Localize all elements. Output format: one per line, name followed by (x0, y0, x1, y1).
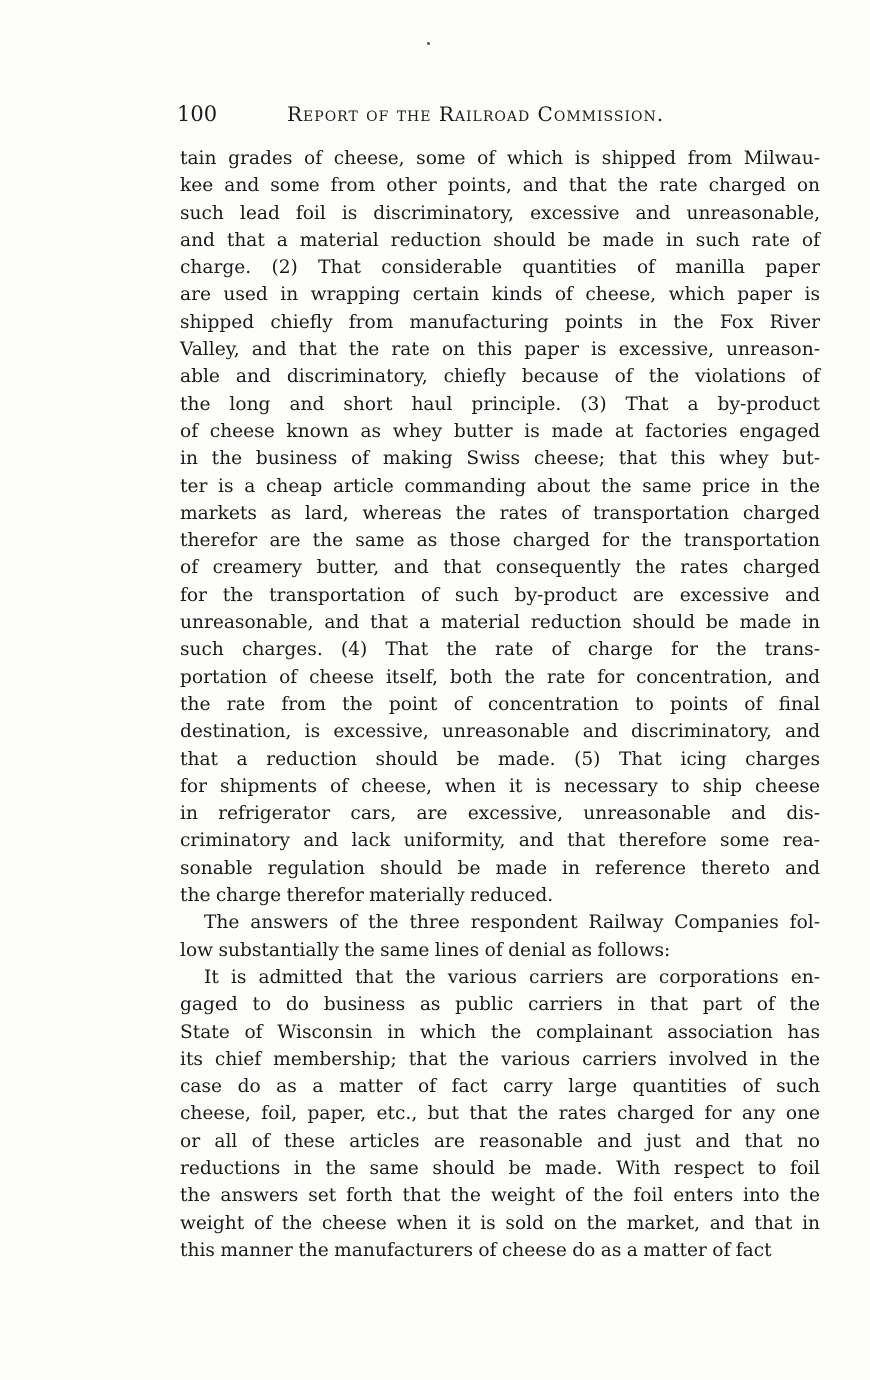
text-line: for shipments of cheese, when it is necessary to ship cheese (180, 775, 820, 797)
text-line: in refrigerator cars, are excessive, unreasonable and dis- (180, 803, 820, 825)
text-line: the charge therefor materially reduced. (180, 885, 554, 907)
paragraph (180, 964, 820, 1264)
text-line: tain grades of cheese, some of which is shipped from Milwau- (180, 148, 820, 169)
text-line: Valley, and that the rate on this paper is excessive, unreason- (180, 339, 820, 361)
page-number: 100 (177, 102, 218, 126)
text-line: sonable regulation should be made in reference thereto and (180, 857, 820, 879)
text-line: of creamery butter, and that consequently the rates charged (180, 557, 820, 579)
text-line: the long and short haul principle. (3) That a by-product (180, 393, 820, 415)
text-line: able and discriminatory, chiefly because of the violations of (180, 366, 820, 388)
text-line: ter is a cheap article commanding about the same price in the (180, 475, 820, 497)
running-head: Report of the Railroad Commission. (287, 102, 665, 126)
text-line: that a reduction should be made. (5) That icing charges (180, 748, 820, 770)
text-line: therefor are the same as those charged for the transportation (180, 530, 820, 552)
page-header (177, 97, 827, 131)
text-line: The answers of the three respondent Railway Companies fol- (204, 912, 820, 934)
text-line: in the business of making Swiss cheese; that this whey but- (180, 448, 820, 470)
text-line: for the transportation of such by-product are excessive and (180, 584, 820, 606)
text-line: are used in wrapping certain kinds of cheese, which paper is (180, 284, 820, 306)
text-line: weight of the cheese when it is sold on the market, and that in (180, 1212, 820, 1234)
text-line: destination, is excessive, unreasonable and discriminatory, and (180, 721, 820, 743)
text-line: cheese, foil, paper, etc., but that the rates charged for any one (180, 1103, 820, 1125)
text-line: State of Wisconsin in which the complainant association has (180, 1021, 820, 1043)
paragraph (180, 909, 820, 964)
text-line: unreasonable, and that a material reduction should be made in (180, 612, 820, 634)
text-line: such charges. (4) That the rate of charge for the trans- (180, 639, 820, 661)
text-line: and that a material reduction should be made in such rate of (180, 229, 820, 251)
text-line: portation of cheese itself, both the rate for concentration, and (180, 666, 820, 688)
text-line: gaged to do business as public carriers in that part of the (180, 994, 820, 1016)
text-line: low substantially the same lines of denial as follows: (180, 939, 671, 961)
text-line: shipped chiefly from manufacturing points in the Fox River (180, 311, 820, 333)
text-line: kee and some from other points, and that the rate charged on (180, 175, 820, 197)
text-line: reductions in the same should be made. With respect to foil (180, 1157, 820, 1179)
text-line: markets as lard, whereas the rates of transportation charged (180, 502, 820, 524)
text-line: this manner the manufacturers of cheese do as a matter of fact (180, 1239, 772, 1261)
text-line: criminatory and lack uniformity, and that therefore some rea- (180, 830, 820, 852)
text-line: such lead foil is discriminatory, excessive and unreasonable, (180, 202, 820, 224)
text-line: It is admitted that the various carriers are corporations en- (204, 966, 820, 988)
text-line: the rate from the point of concentration to points of final (180, 693, 820, 715)
text-line: its chief membership; that the various carriers involved in the (180, 1048, 820, 1070)
print-speck (427, 42, 430, 45)
text-line: the answers set forth that the weight of the foil enters into the (180, 1185, 820, 1207)
text-line: case do as a matter of fact carry large quantities of such (180, 1076, 820, 1098)
text-line: charge. (2) That considerable quantities of manilla paper (180, 257, 820, 279)
text-line: of cheese known as whey butter is made at factories engaged (180, 420, 820, 442)
paragraph (180, 145, 820, 909)
text-line: or all of these articles are reasonable and just and that no (180, 1130, 820, 1152)
body-text (180, 145, 820, 1264)
